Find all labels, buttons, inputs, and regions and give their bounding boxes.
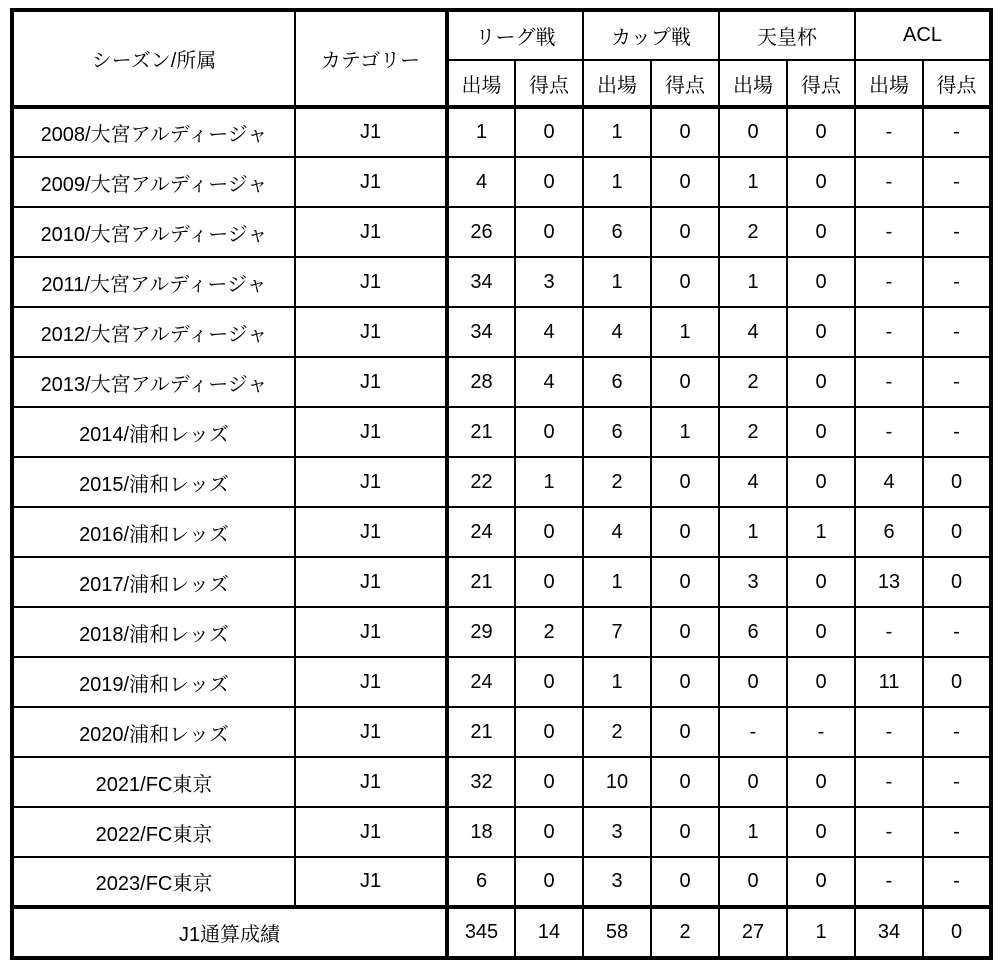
- stat-cell: -: [855, 207, 923, 257]
- stat-cell: 0: [787, 857, 855, 907]
- stat-cell: 1: [447, 107, 515, 157]
- header-group-emperors-cup: 天皇杯: [719, 10, 855, 60]
- stat-cell: 1: [651, 307, 719, 357]
- stat-cell: 0: [651, 657, 719, 707]
- stat-cell: -: [923, 207, 991, 257]
- stat-cell: 21: [447, 557, 515, 607]
- stat-cell: 4: [583, 507, 651, 557]
- table-header: [12, 10, 991, 107]
- stat-cell: 0: [515, 157, 583, 207]
- stat-cell: 0: [787, 607, 855, 657]
- stat-cell: 3: [583, 807, 651, 857]
- stat-cell: 0: [719, 657, 787, 707]
- stat-cell: 7: [583, 607, 651, 657]
- category-cell: J1: [295, 657, 447, 707]
- stat-cell: 0: [787, 657, 855, 707]
- total-stat-cell: 14: [515, 907, 583, 958]
- stat-cell: 2: [719, 357, 787, 407]
- table-row: [12, 707, 991, 757]
- stat-cell: 2: [583, 707, 651, 757]
- table-row: [12, 407, 991, 457]
- total-label-cell: J1通算成績: [12, 907, 447, 958]
- stat-cell: 32: [447, 757, 515, 807]
- header-group-row: [12, 10, 991, 60]
- stat-cell: 3: [583, 857, 651, 907]
- stat-cell: 0: [515, 807, 583, 857]
- total-row: [12, 907, 991, 958]
- table-row: [12, 107, 991, 157]
- stat-cell: 0: [787, 557, 855, 607]
- table-row: [12, 607, 991, 657]
- stat-cell: 1: [719, 507, 787, 557]
- header-group-league: リーグ戦: [447, 10, 583, 60]
- season-club-cell: 2022/FC東京: [12, 807, 295, 857]
- stat-cell: 1: [651, 407, 719, 457]
- total-stat-cell: 0: [923, 907, 991, 958]
- table-row: [12, 457, 991, 507]
- stat-cell: -: [923, 757, 991, 807]
- stat-cell: 6: [583, 407, 651, 457]
- stat-cell: 1: [719, 807, 787, 857]
- category-cell: J1: [295, 457, 447, 507]
- stat-cell: 1: [583, 657, 651, 707]
- stat-cell: 0: [719, 757, 787, 807]
- stat-cell: 0: [651, 507, 719, 557]
- category-cell: J1: [295, 757, 447, 807]
- stat-cell: 0: [515, 757, 583, 807]
- table-row: [12, 557, 991, 607]
- table-row: [12, 357, 991, 407]
- subheader-league-apps: 出場: [447, 60, 515, 107]
- stat-cell: 0: [651, 857, 719, 907]
- header-category: カテゴリー: [295, 10, 447, 107]
- stat-cell: -: [923, 607, 991, 657]
- stat-cell: 0: [787, 807, 855, 857]
- stat-cell: 6: [719, 607, 787, 657]
- total-stat-cell: 1: [787, 907, 855, 958]
- stat-cell: 0: [787, 407, 855, 457]
- stat-cell: 0: [651, 157, 719, 207]
- stat-cell: 0: [787, 257, 855, 307]
- stat-cell: 28: [447, 357, 515, 407]
- stats-table-body: [12, 107, 991, 907]
- stat-cell: 2: [583, 457, 651, 507]
- stat-cell: 0: [651, 557, 719, 607]
- stat-cell: 22: [447, 457, 515, 507]
- stat-cell: -: [855, 707, 923, 757]
- stat-cell: -: [787, 707, 855, 757]
- stat-cell: 0: [651, 807, 719, 857]
- stat-cell: 4: [447, 157, 515, 207]
- stat-cell: 0: [719, 107, 787, 157]
- stat-cell: 0: [515, 207, 583, 257]
- category-cell: J1: [295, 607, 447, 657]
- subheader-acl-apps: 出場: [855, 60, 923, 107]
- stat-cell: 0: [651, 457, 719, 507]
- stat-cell: 0: [515, 857, 583, 907]
- stat-cell: 10: [583, 757, 651, 807]
- stat-cell: 4: [719, 457, 787, 507]
- stat-cell: 6: [447, 857, 515, 907]
- stat-cell: 2: [515, 607, 583, 657]
- stat-cell: 1: [583, 557, 651, 607]
- category-cell: J1: [295, 307, 447, 357]
- stat-cell: 0: [787, 457, 855, 507]
- stat-cell: 1: [583, 257, 651, 307]
- season-club-cell: 2011/大宮アルディージャ: [12, 257, 295, 307]
- stat-cell: 21: [447, 407, 515, 457]
- table-row: [12, 657, 991, 707]
- stat-cell: 11: [855, 657, 923, 707]
- stat-cell: 0: [651, 107, 719, 157]
- category-cell: J1: [295, 507, 447, 557]
- table-footer: [12, 907, 991, 958]
- stat-cell: 18: [447, 807, 515, 857]
- stat-cell: 1: [719, 157, 787, 207]
- stat-cell: -: [923, 107, 991, 157]
- stat-cell: -: [855, 407, 923, 457]
- stat-cell: -: [923, 707, 991, 757]
- stat-cell: 1: [787, 507, 855, 557]
- category-cell: J1: [295, 807, 447, 857]
- subheader-emperors-cup-apps: 出場: [719, 60, 787, 107]
- stat-cell: 0: [787, 157, 855, 207]
- stat-cell: 6: [583, 207, 651, 257]
- stat-cell: -: [855, 157, 923, 207]
- stat-cell: -: [855, 357, 923, 407]
- stat-cell: 0: [719, 857, 787, 907]
- stat-cell: 24: [447, 657, 515, 707]
- subheader-cup-goals: 得点: [651, 60, 719, 107]
- season-club-cell: 2015/浦和レッズ: [12, 457, 295, 507]
- category-cell: J1: [295, 257, 447, 307]
- stat-cell: 4: [515, 307, 583, 357]
- stat-cell: 24: [447, 507, 515, 557]
- stat-cell: 0: [923, 507, 991, 557]
- season-club-cell: 2014/浦和レッズ: [12, 407, 295, 457]
- stat-cell: 0: [515, 407, 583, 457]
- stat-cell: 4: [719, 307, 787, 357]
- total-stat-cell: 345: [447, 907, 515, 958]
- season-club-cell: 2010/大宮アルディージャ: [12, 207, 295, 257]
- category-cell: J1: [295, 357, 447, 407]
- stat-cell: -: [855, 757, 923, 807]
- stat-cell: 0: [651, 757, 719, 807]
- season-club-cell: 2017/浦和レッズ: [12, 557, 295, 607]
- stat-cell: -: [923, 307, 991, 357]
- category-cell: J1: [295, 857, 447, 907]
- stat-cell: 2: [719, 407, 787, 457]
- stat-cell: 26: [447, 207, 515, 257]
- category-cell: J1: [295, 707, 447, 757]
- stat-cell: 0: [515, 107, 583, 157]
- season-club-cell: 2016/浦和レッズ: [12, 507, 295, 557]
- category-cell: J1: [295, 557, 447, 607]
- table-row: [12, 807, 991, 857]
- total-stat-cell: 58: [583, 907, 651, 958]
- season-club-cell: 2019/浦和レッズ: [12, 657, 295, 707]
- stat-cell: 0: [651, 207, 719, 257]
- stat-cell: 29: [447, 607, 515, 657]
- table-row: [12, 257, 991, 307]
- category-cell: J1: [295, 407, 447, 457]
- table-row: [12, 857, 991, 907]
- stat-cell: 21: [447, 707, 515, 757]
- total-stat-cell: 2: [651, 907, 719, 958]
- stat-cell: 3: [515, 257, 583, 307]
- stat-cell: -: [855, 607, 923, 657]
- stat-cell: -: [923, 857, 991, 907]
- season-club-cell: 2023/FC東京: [12, 857, 295, 907]
- stat-cell: 0: [787, 307, 855, 357]
- subheader-emperors-cup-goals: 得点: [787, 60, 855, 107]
- stat-cell: 34: [447, 257, 515, 307]
- stat-cell: 4: [855, 457, 923, 507]
- stat-cell: 0: [651, 707, 719, 757]
- subheader-league-goals: 得点: [515, 60, 583, 107]
- stat-cell: 0: [651, 607, 719, 657]
- stat-cell: 1: [515, 457, 583, 507]
- season-club-cell: 2021/FC東京: [12, 757, 295, 807]
- career-stats-table: [10, 8, 993, 960]
- stat-cell: -: [923, 407, 991, 457]
- stat-cell: 0: [787, 107, 855, 157]
- stat-cell: 4: [515, 357, 583, 407]
- header-group-acl: ACL: [855, 10, 991, 60]
- stat-cell: -: [855, 307, 923, 357]
- category-cell: J1: [295, 107, 447, 157]
- stat-cell: -: [855, 107, 923, 157]
- season-club-cell: 2012/大宮アルディージャ: [12, 307, 295, 357]
- stat-cell: 0: [515, 707, 583, 757]
- total-stat-cell: 27: [719, 907, 787, 958]
- stat-cell: -: [719, 707, 787, 757]
- stat-cell: 6: [855, 507, 923, 557]
- season-club-cell: 2020/浦和レッズ: [12, 707, 295, 757]
- table-row: [12, 307, 991, 357]
- stat-cell: 0: [651, 357, 719, 407]
- stat-cell: 1: [583, 107, 651, 157]
- stat-cell: 0: [923, 457, 991, 507]
- stat-cell: -: [855, 857, 923, 907]
- table-row: [12, 507, 991, 557]
- stat-cell: 1: [719, 257, 787, 307]
- subheader-cup-apps: 出場: [583, 60, 651, 107]
- stat-cell: 0: [515, 507, 583, 557]
- stat-cell: 0: [923, 557, 991, 607]
- stat-cell: 3: [719, 557, 787, 607]
- stat-cell: 13: [855, 557, 923, 607]
- stat-cell: 0: [787, 757, 855, 807]
- stat-cell: -: [855, 257, 923, 307]
- season-club-cell: 2009/大宮アルディージャ: [12, 157, 295, 207]
- stat-cell: -: [855, 807, 923, 857]
- stat-cell: -: [923, 807, 991, 857]
- stat-cell: 0: [787, 357, 855, 407]
- stat-cell: 4: [583, 307, 651, 357]
- table-row: [12, 207, 991, 257]
- table-row: [12, 157, 991, 207]
- category-cell: J1: [295, 207, 447, 257]
- stat-cell: 0: [787, 207, 855, 257]
- stat-cell: 2: [719, 207, 787, 257]
- table-row: [12, 757, 991, 807]
- stat-cell: -: [923, 357, 991, 407]
- stat-cell: 34: [447, 307, 515, 357]
- category-cell: J1: [295, 157, 447, 207]
- season-club-cell: 2008/大宮アルディージャ: [12, 107, 295, 157]
- stat-cell: 0: [923, 657, 991, 707]
- stat-cell: -: [923, 257, 991, 307]
- stat-cell: 0: [515, 557, 583, 607]
- stat-cell: -: [923, 157, 991, 207]
- season-club-cell: 2018/浦和レッズ: [12, 607, 295, 657]
- stat-cell: 6: [583, 357, 651, 407]
- subheader-acl-goals: 得点: [923, 60, 991, 107]
- stat-cell: 0: [651, 257, 719, 307]
- header-season-club: シーズン/所属: [12, 10, 295, 107]
- season-club-cell: 2013/大宮アルディージャ: [12, 357, 295, 407]
- total-stat-cell: 34: [855, 907, 923, 958]
- header-group-cup: カップ戦: [583, 10, 719, 60]
- stat-cell: 1: [583, 157, 651, 207]
- stat-cell: 0: [515, 657, 583, 707]
